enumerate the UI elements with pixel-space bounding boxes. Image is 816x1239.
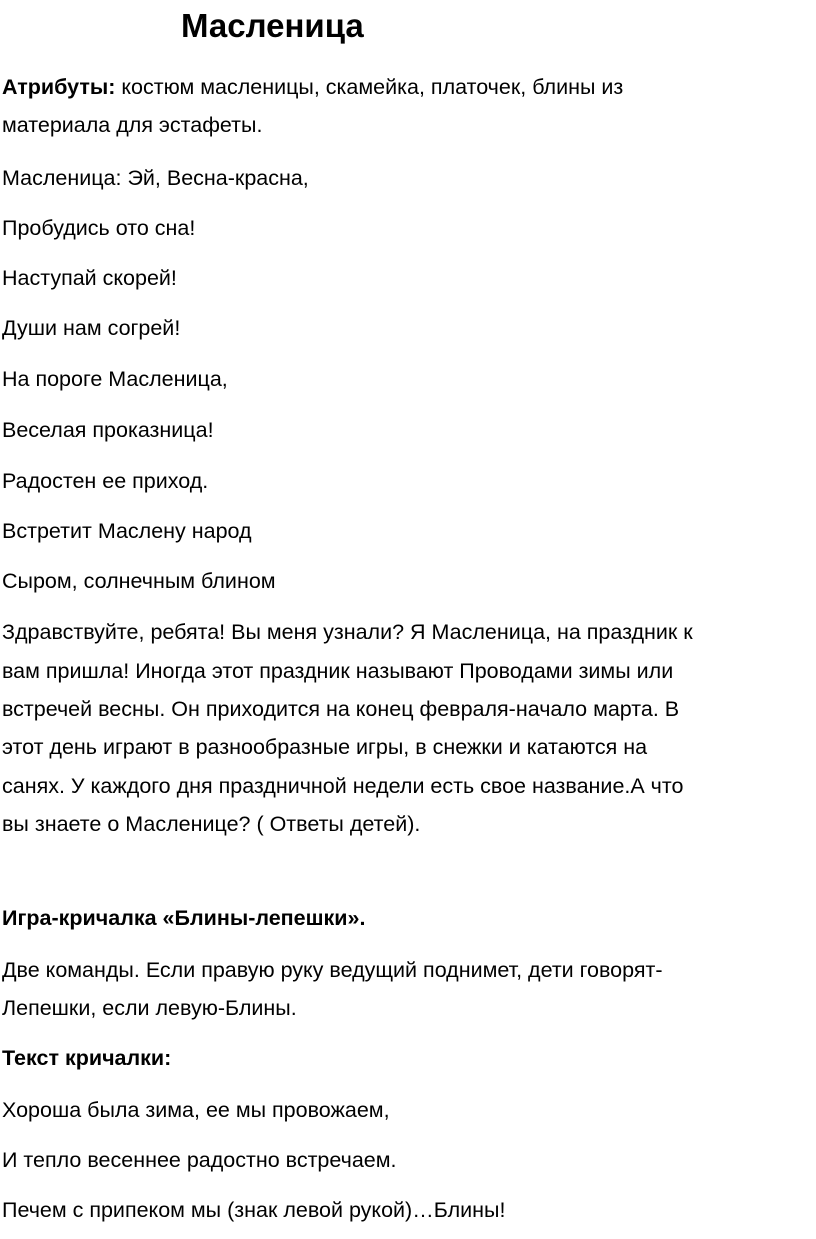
attributes-line-2: материала для эстафеты.	[2, 113, 263, 137]
chant-heading: Текст кричалки:	[2, 1046, 172, 1070]
chant-line: Печем с припеком мы (знак левой рукой)…Блины!	[2, 1198, 506, 1222]
page-title: Масленица	[181, 7, 364, 44]
poem-line: Масленица: Эй, Весна-красна,	[2, 166, 309, 190]
greeting-line: Здравствуйте, ребята! Вы меня узнали? Я Масленица, на праздник к	[2, 620, 693, 644]
attributes-line-1	[2, 72, 623, 102]
poem-line: Веселая проказница!	[2, 418, 214, 442]
poem-line: Радостен ее приход.	[2, 469, 209, 493]
poem-line: Встретит Маслену народ	[2, 519, 252, 543]
greeting-line: вам пришла! Иногда этот праздник называют Проводами зимы или	[2, 659, 674, 683]
poem-line: Пробудись ото сна!	[2, 216, 196, 240]
attributes-label: Атрибуты:	[2, 75, 116, 99]
poem-line: Наступай скорей!	[2, 266, 177, 290]
attributes-text: костюм масленицы, скамейка, платочек, блины из	[121, 75, 624, 99]
chant-line: И тепло весеннее радостно встречаем.	[2, 1148, 397, 1172]
poem-line: Души нам согрей!	[2, 316, 181, 340]
chant-line: Хороша была зима, ее мы провожаем,	[2, 1098, 390, 1122]
game-rules-line: Лепешки, если левую-Блины.	[2, 996, 297, 1020]
greeting-line: санях. У каждого дня праздничной недели есть свое название.А что	[2, 774, 684, 798]
game-heading: Игра-кричалка «Блины-лепешки».	[2, 906, 366, 930]
greeting-line: встречей весны. Он приходится на конец февраля-начало марта. В	[2, 697, 680, 721]
greeting-line: этот день играют в разнообразные игры, в снежки и катаются на	[2, 735, 648, 759]
greeting-line: вы знаете о Масленице? ( Ответы детей).	[2, 812, 421, 836]
poem-line: Сыром, солнечным блином	[2, 569, 276, 593]
poem-line: На пороге Масленица,	[2, 367, 228, 391]
game-rules-line: Две команды. Если правую руку ведущий поднимет, дети говорят-	[2, 958, 663, 982]
